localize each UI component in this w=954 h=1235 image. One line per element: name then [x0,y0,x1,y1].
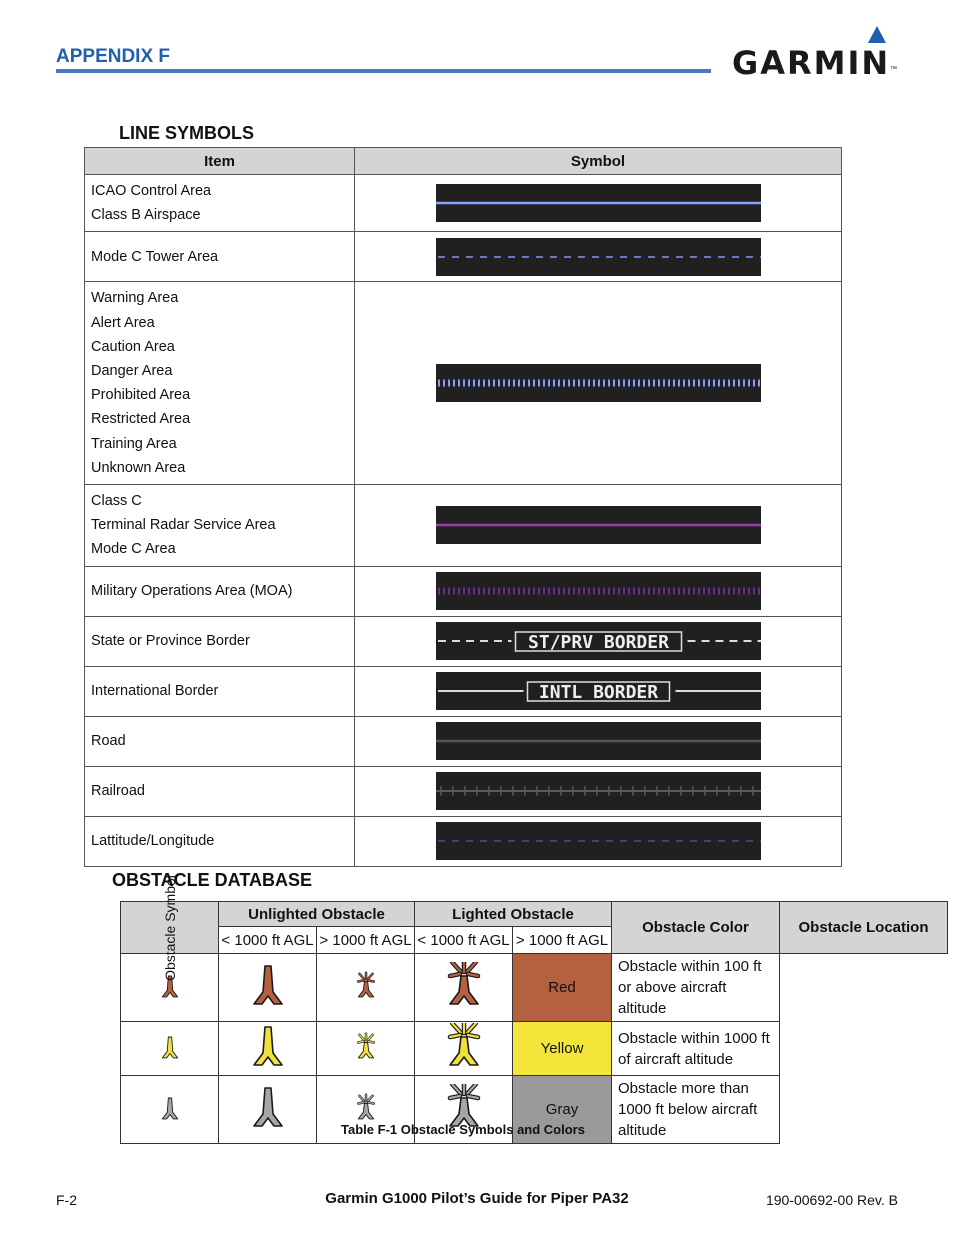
line-symbol-item-label: Terminal Radar Service Area [91,517,276,534]
line-symbol-row [85,816,842,866]
line-symbol-item-cell [85,175,355,232]
logo-trademark: ™ [890,66,897,73]
line-symbol-row [85,566,842,616]
line-symbol-row [85,766,842,816]
obstacle-icon [248,1023,288,1071]
col-lighted-header: Lighted Obstacle [415,902,612,927]
sub-header-lighted-lt: < 1000 ft AGL [415,927,513,954]
line-symbol-item-label: Danger Area [91,363,173,380]
line-symbol-cell [355,175,842,232]
line-symbol-graphic [436,506,761,544]
line-symbol-graphic [436,622,761,660]
obstacle-icon-cell [415,954,513,1022]
line-symbols-title: LINE SYMBOLS [119,123,255,143]
line-symbol-item-cell [85,616,355,666]
border-label: INTL BORDER [538,682,658,704]
line-symbol-graphic [436,238,761,276]
sub-header-unlighted-lt: < 1000 ft AGL [219,927,317,954]
line-symbol-swatch [436,184,761,222]
line-symbol-graphic [436,772,761,810]
appendix-title: APPENDIX F [56,46,171,67]
footer-title: Garmin G1000 Pilot’s Guide for Piper PA32 [325,1190,629,1207]
line-symbol-cell [355,485,842,567]
line-symbol-swatch [436,722,761,760]
line-symbol-item-label: Class B Airspace [91,207,201,224]
line-symbol-row [85,175,842,232]
obstacle-icon-cell [219,954,317,1022]
line-symbol-item-cell [85,282,355,485]
line-symbol-item-cell [85,566,355,616]
line-symbol-item-label: Road [91,733,126,750]
obstacle-icon-cell [317,1022,415,1076]
line-symbol-swatch [436,238,761,276]
line-symbol-swatch [436,822,761,860]
line-symbol-item-label: Mode C Tower Area [91,248,219,265]
line-symbol-item-cell [85,766,355,816]
obstacle-icon [346,962,386,1010]
obstacle-symbol-side-label: Obstacle Symbol [121,902,219,954]
line-symbol-cell [355,766,842,816]
line-symbol-row [85,616,842,666]
line-symbol-item-label: Lattitude/Longitude [91,833,215,850]
obstacle-location-cell: Obstacle within 100 ft or above aircraft altitude [612,954,780,1022]
line-symbol-item-label: Restricted Area [91,411,191,428]
obstacle-icon [444,962,484,1010]
line-symbol-graphic [436,572,761,610]
line-symbol-item-label: Unknown Area [91,459,186,476]
line-symbol-cell [355,566,842,616]
table-caption: Table F-1 Obstacle Symbols and Colors [341,1122,585,1137]
line-symbol-row [85,232,842,282]
col-symbol-header: Symbol [355,148,842,175]
obstacle-location-cell: Obstacle within 1000 ft of aircraft altitude [612,1022,780,1076]
line-symbol-cell [355,666,842,716]
line-symbol-item-label: International Border [91,683,219,700]
obstacle-icon [150,1023,190,1071]
col-item-header: Item [85,148,355,175]
line-symbol-row [85,282,842,485]
line-symbol-swatch [436,572,761,610]
line-symbol-graphic [436,364,761,402]
obstacle-icon [444,1023,484,1071]
logo-text: GARMIN [732,44,891,82]
line-symbol-item-label: Caution Area [91,338,175,355]
obstacle-icon [248,962,288,1010]
line-symbol-item-label: Warning Area [91,290,179,307]
line-symbol-item-cell [85,666,355,716]
obstacle-color-cell: Yellow [513,1022,612,1076]
line-symbols-table [84,147,842,867]
line-symbol-graphic [436,722,761,760]
obstacle-icon-cell [415,1022,513,1076]
line-symbol-row [85,666,842,716]
line-symbol-swatch [436,622,761,660]
line-symbol-item-label: Prohibited Area [91,387,191,404]
line-symbol-item-label: Training Area [91,435,177,452]
line-symbol-item-label: Military Operations Area (MOA) [91,583,293,600]
sub-header-lighted-gt: > 1000 ft AGL [513,927,612,954]
line-symbol-graphic [436,184,761,222]
header-rule [56,69,711,73]
line-symbol-item-cell [85,232,355,282]
line-symbol-swatch [436,772,761,810]
logo-triangle-icon [868,26,886,43]
line-symbol-cell [355,716,842,766]
obstacle-row [121,954,948,1022]
obstacle-color-cell: Red [513,954,612,1022]
line-symbol-cell [355,816,842,866]
obstacle-color-cell: Gray [513,1076,612,1144]
line-symbol-graphic [436,822,761,860]
line-symbol-cell [355,232,842,282]
line-symbol-item-cell [85,716,355,766]
obstacle-location-cell: Obstacle more than 1000 ft below aircraft altitude [612,1076,780,1144]
obstacle-icon-cell [219,1022,317,1076]
line-symbol-cell [355,282,842,485]
obstacle-icon-cell [317,954,415,1022]
line-symbol-swatch [436,672,761,710]
line-symbol-item-label: Alert Area [91,314,155,331]
line-symbol-item-label: Mode C Area [91,541,176,558]
border-label: ST/PRV BORDER [527,632,669,654]
obstacle-row [121,1022,948,1076]
line-symbol-item-label: Railroad [91,783,145,800]
garmin-logo [732,26,898,82]
line-symbol-graphic [436,672,761,710]
line-symbol-swatch [436,364,761,402]
page-number: F-2 [56,1192,77,1208]
obstacle-database-title: OBSTACLE DATABASE [112,870,312,890]
line-symbol-item-label: Class C [91,493,142,510]
col-location-header: Obstacle Location [780,902,948,954]
line-symbol-row [85,716,842,766]
doc-number: 190-00692-00 Rev. B [765,1192,898,1208]
line-symbol-row [85,485,842,567]
line-symbol-cell [355,616,842,666]
line-symbol-item-label: State or Province Border [91,633,250,650]
line-symbol-item-label: ICAO Control Area [91,183,212,199]
line-symbol-item-cell [85,816,355,866]
obstacle-icon [346,1023,386,1071]
sub-header-unlighted-gt: > 1000 ft AGL [317,927,415,954]
col-color-header: Obstacle Color [612,902,780,954]
col-unlighted-header: Unlighted Obstacle [219,902,415,927]
obstacle-icon-cell [121,1022,219,1076]
line-symbol-item-cell [85,485,355,567]
line-symbol-swatch [436,506,761,544]
